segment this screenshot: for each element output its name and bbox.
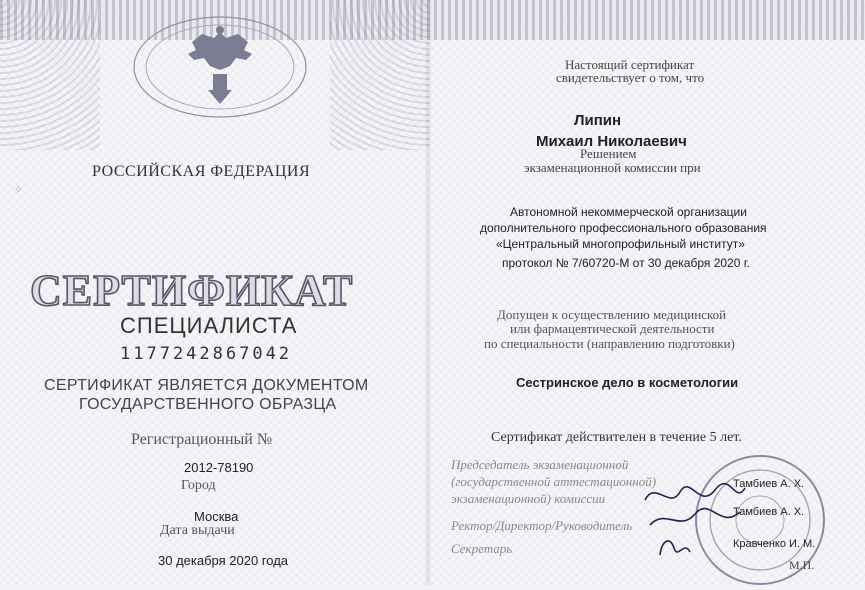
decision-line2: экзаменационной комиссии при <box>524 160 701 175</box>
admission-line3: по специальности (направлению подготовки) <box>484 336 735 351</box>
certificate-number: 1177242867042 <box>120 344 293 364</box>
certificate-title: СЕРТИФИКАТ <box>30 266 354 315</box>
rector-label: Ректор/Директор/Руководитель <box>451 518 633 533</box>
issue-date-label: Дата выдачи <box>160 523 235 538</box>
protocol-line: протокол № 7/60720-М от 30 декабря 2020 г. <box>502 256 750 270</box>
organization-line2: дополнительного профессионального образования <box>480 221 767 235</box>
country-name: РОССИЙСКАЯ ФЕДЕРАЦИЯ <box>92 163 311 180</box>
coat-of-arms-emblem <box>130 12 310 122</box>
organization-line1: Автономной некоммерческой организации <box>510 205 747 219</box>
intro-line1: Настоящий сертификат <box>565 57 695 72</box>
chair-label-line2: (государственной аттестационной) <box>451 474 657 489</box>
organization-line3: «Центральный многопрофильный институт» <box>496 237 745 251</box>
validity-statement: Сертификат действителен в течение 5 лет. <box>491 430 742 445</box>
chair-label-line3: экзаменационной) комиссии <box>451 491 606 506</box>
certificate-subtitle: СПЕЦИАЛИСТА <box>120 313 298 338</box>
registration-value: 2012-78190 <box>184 460 254 475</box>
guilloche-left-ornament <box>0 0 100 150</box>
secretary-label: Секретарь <box>451 541 513 556</box>
chair-label-line1: Председатель экзаменационной <box>451 457 629 472</box>
specialty: Сестринское дело в косметологии <box>516 375 739 390</box>
decision-line1: Решением <box>580 146 637 161</box>
admission-line2: или фармацевтической деятельности <box>510 321 715 336</box>
city-value: Москва <box>194 509 239 524</box>
document-notice-line2: ГОСУДАРСТВЕННОГО ОБРАЗЦА <box>79 396 337 413</box>
city-label: Город <box>181 478 216 493</box>
stamp-place-mark: М.П. <box>789 558 815 572</box>
signer-chair: Тамбиев А. Х. <box>733 478 805 490</box>
issue-date-value: 30 декабря 2020 года <box>158 553 289 568</box>
signer-rector: Тамбиев А. Х. <box>733 506 805 518</box>
registration-label: Регистрационный № <box>131 431 273 448</box>
document-notice-line1: СЕРТИФИКАТ ЯВЛЯЕТСЯ ДОКУМЕНТОМ <box>44 377 369 394</box>
guilloche-right-ornament <box>330 0 430 150</box>
holder-surname: Липин <box>574 112 622 129</box>
page-fold <box>425 0 431 585</box>
print-marks: ⁘ <box>14 185 23 196</box>
signer-secretary: Кравченко И. М. <box>733 538 816 550</box>
intro-line2: свидетельствует о том, что <box>556 70 705 85</box>
admission-line1: Допущен к осуществлению медицинской <box>497 307 727 322</box>
holder-given-names: Михаил Николаевич <box>536 133 687 150</box>
